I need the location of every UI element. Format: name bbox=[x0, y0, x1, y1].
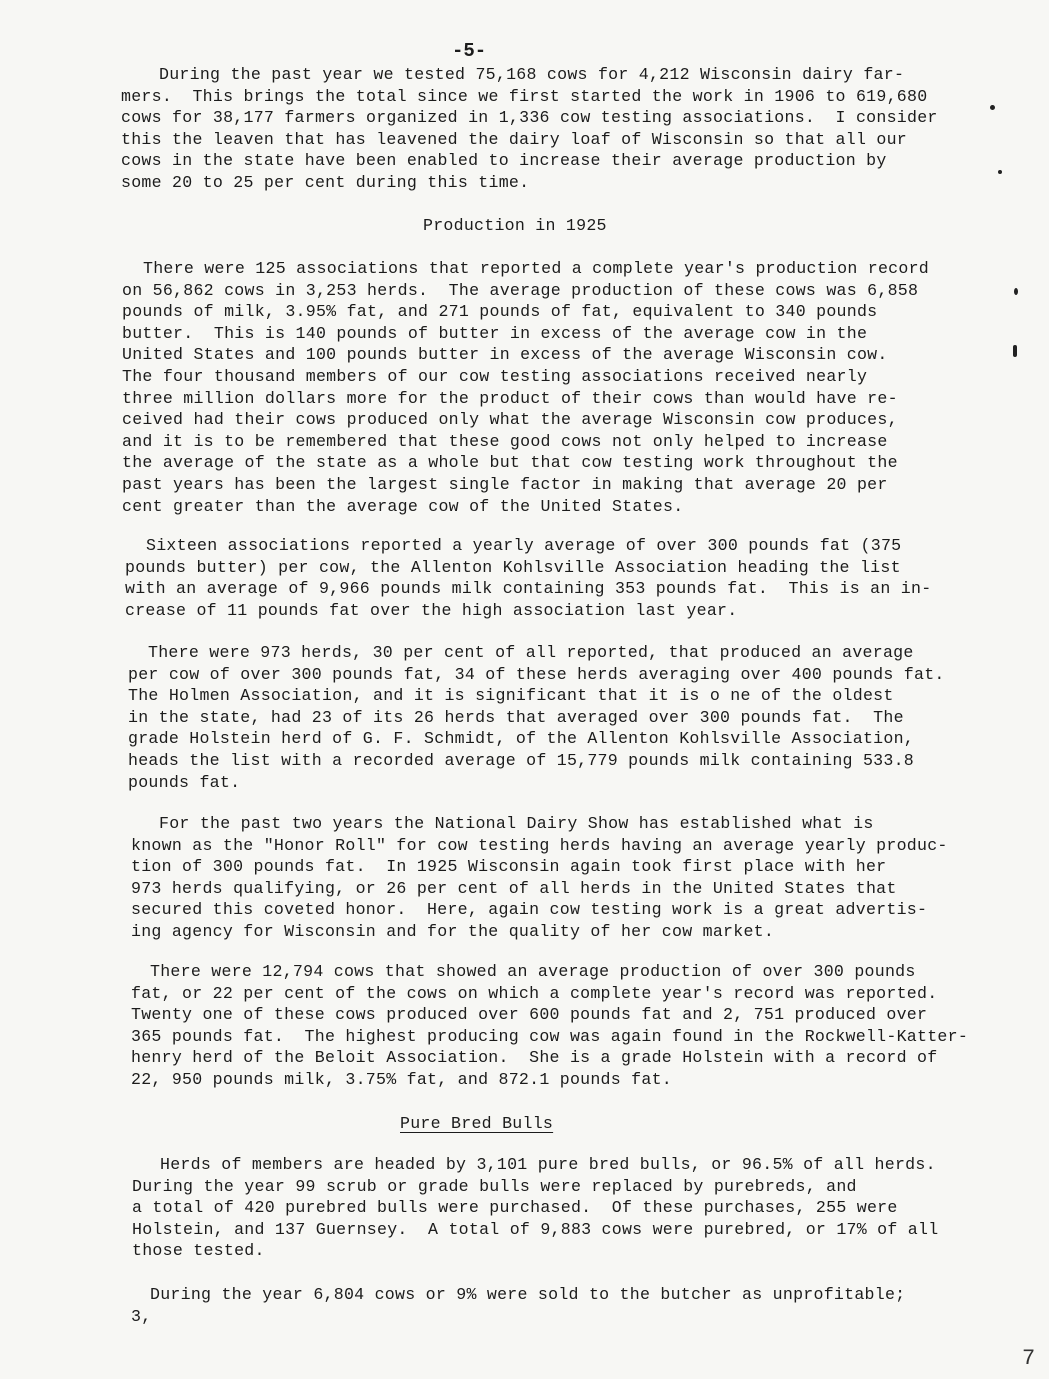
page-number: -5- bbox=[452, 40, 487, 62]
text-line: Twenty one of these cows produced over 600 pounds fat and 2, 751 produced over bbox=[131, 1005, 928, 1025]
text-line: in the state, had 23 of its 26 herds that averaged over 300 pounds fat. The bbox=[128, 707, 904, 727]
heading-production: Production in 1925 bbox=[423, 216, 607, 235]
text-line: cent greater than the average cow of the United States. bbox=[122, 496, 684, 516]
paragraph-high-producers bbox=[131, 961, 969, 1091]
paragraph-associations bbox=[125, 535, 932, 621]
text-line: 3, bbox=[131, 1306, 152, 1326]
text-line: grade Holstein herd of G. F. Schmidt, of the Allenton Kohlsville Association, bbox=[128, 729, 915, 749]
text-line: past years has been the largest single factor in making that average 20 per bbox=[122, 474, 888, 494]
text-line: this the leaven that has leavened the dairy loaf of Wisconsin so that all our bbox=[121, 129, 908, 149]
paragraph-butcher bbox=[131, 1284, 906, 1327]
text-line: heads the list with a recorded average of 15,779 pounds milk containing 533.8 bbox=[128, 750, 915, 770]
text-line: There were 12,794 cows that showed an average production of over 300 pounds bbox=[150, 962, 916, 981]
heading-pure-bred-bulls: Pure Bred Bulls bbox=[400, 1114, 554, 1133]
text-line: 365 pounds fat. The highest producing cow was again found in the Rockwell-Katter- bbox=[131, 1026, 969, 1046]
text-line: known as the "Honor Roll" for cow testing herds having an average yearly produc- bbox=[131, 835, 948, 855]
text-line: Holstein, and 137 Guernsey. A total of 9,883 cows were purebred, or 17% of all bbox=[132, 1219, 939, 1239]
text-line: United States and 100 pounds butter in excess of the average Wisconsin cow. bbox=[122, 345, 888, 365]
scan-speck bbox=[1014, 288, 1018, 295]
text-line: pounds of milk, 3.95% fat, and 271 pounds of fat, equivalent to 340 pounds bbox=[122, 302, 878, 322]
scan-speck bbox=[998, 170, 1002, 174]
text-line: a total of 420 purebred bulls were purchased. Of these purchases, 255 were bbox=[132, 1198, 898, 1218]
text-line: ing agency for Wisconsin and for the quality of her cow market. bbox=[131, 921, 775, 941]
text-line: mers. This brings the total since we first started the work in 1906 to 619,680 bbox=[121, 86, 928, 106]
text-line: 973 herds qualifying, or 26 per cent of all herds in the United States that bbox=[131, 878, 897, 898]
text-line: The four thousand members of our cow testing associations received nearly bbox=[122, 366, 868, 386]
text-line: and it is to be remembered that these good cows not only helped to increase bbox=[122, 431, 888, 451]
text-line: ceived had their cows produced only what the average Wisconsin cow produces, bbox=[122, 410, 898, 430]
paragraph-herds bbox=[128, 642, 945, 793]
text-line: the average of the state as a whole but that cow testing work throughout the bbox=[122, 453, 898, 473]
text-line: butter. This is 140 pounds of butter in excess of the average cow in the bbox=[122, 323, 868, 343]
text-line: with an average of 9,966 pounds milk containing 353 pounds fat. This is an in- bbox=[125, 579, 932, 599]
text-line: cows in the state have been enabled to increase their average production by bbox=[121, 151, 887, 171]
text-line: pounds butter) per cow, the Allenton Kohlsville Association heading the list bbox=[125, 557, 901, 577]
text-line: Sixteen associations reported a yearly average of over 300 pounds fat (375 bbox=[146, 536, 902, 555]
text-line: During the year 99 scrub or grade bulls were replaced by purebreds, and bbox=[132, 1176, 857, 1196]
text-line: pounds fat. bbox=[128, 772, 241, 792]
paragraph-production bbox=[122, 258, 930, 517]
text-line: three million dollars more for the product of their cows than would have re- bbox=[122, 388, 898, 408]
text-line: on 56,862 cows in 3,253 herds. The average production of these cows was 6,858 bbox=[122, 280, 919, 300]
corner-mark: 7 bbox=[1022, 1346, 1036, 1371]
text-line: those tested. bbox=[132, 1241, 265, 1261]
text-line: some 20 to 25 per cent during this time. bbox=[121, 172, 530, 192]
paragraph-bulls bbox=[132, 1154, 939, 1262]
text-line: For the past two years the National Dairy Show has established what is bbox=[159, 814, 874, 833]
scan-speck bbox=[990, 105, 995, 110]
text-line: There were 125 associations that reported a complete year's production record bbox=[143, 259, 930, 278]
text-line: Herds of members are headed by 3,101 pure bred bulls, or 96.5% of all herds. bbox=[160, 1155, 936, 1174]
text-line: per cow of over 300 pounds fat, 34 of these herds averaging over 400 pounds fat. bbox=[128, 664, 945, 684]
text-line: cows for 38,177 farmers organized in 1,336 cow testing associations. I consider bbox=[121, 108, 938, 128]
text-line: fat, or 22 per cent of the cows on which a complete year's record was reported. bbox=[131, 983, 938, 1003]
text-line: During the year 6,804 cows or 9% were sold to the butcher as unprofitable; bbox=[150, 1285, 906, 1304]
text-line: tion of 300 pounds fat. In 1925 Wisconsin again took first place with her bbox=[131, 857, 887, 877]
text-line: The Holmen Association, and it is significant that it is o ne of the oldest bbox=[128, 686, 894, 706]
text-line: secured this coveted honor. Here, again cow testing work is a great advertis- bbox=[131, 900, 928, 920]
text-line: crease of 11 pounds fat over the high association last year. bbox=[125, 600, 738, 620]
text-line: During the past year we tested 75,168 cows for 4,212 Wisconsin dairy far- bbox=[159, 65, 905, 84]
paragraph-intro bbox=[121, 64, 938, 194]
scan-speck bbox=[1013, 345, 1017, 357]
text-line: 22, 950 pounds milk, 3.75% fat, and 872.1 pounds fat. bbox=[131, 1069, 673, 1089]
text-line: There were 973 herds, 30 per cent of all reported, that produced an average bbox=[148, 643, 914, 662]
text-line: henry herd of the Beloit Association. She is a grade Holstein with a record of bbox=[131, 1048, 938, 1068]
paragraph-honor-roll bbox=[131, 813, 948, 943]
